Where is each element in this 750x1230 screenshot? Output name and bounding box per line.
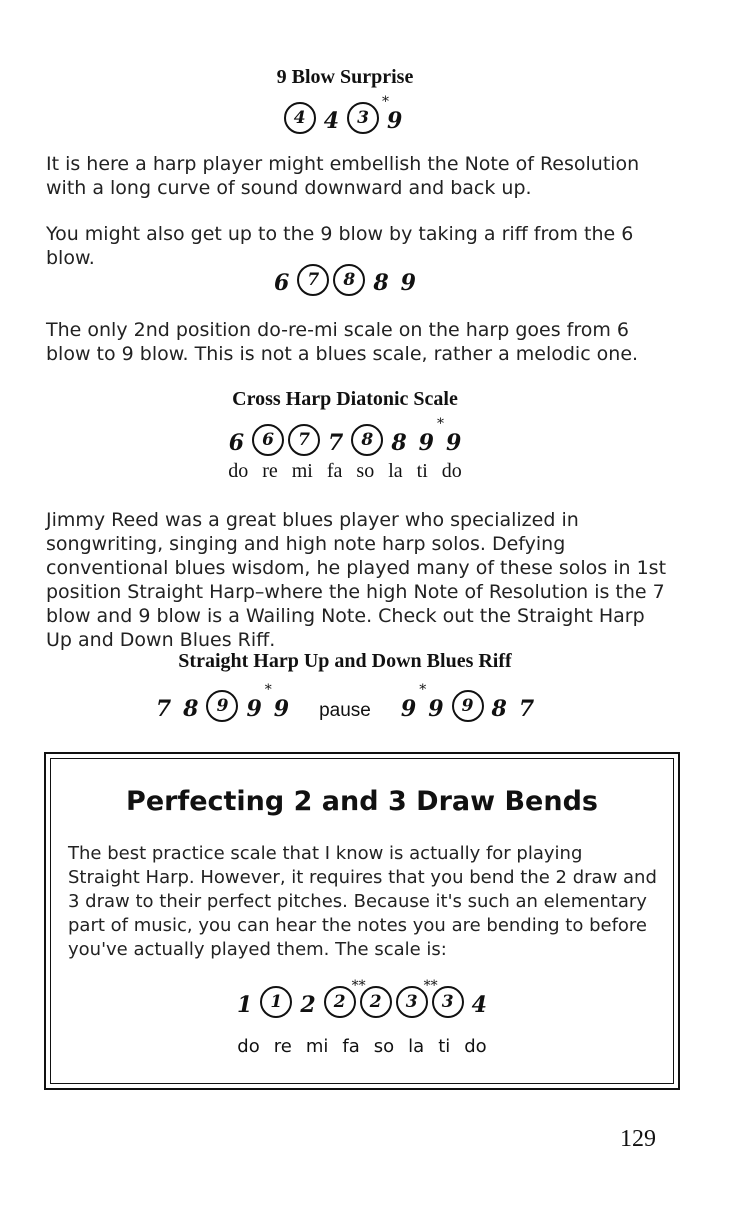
notes-straight-harp-riff [0, 682, 690, 722]
notes-cross-harp-scale [0, 416, 690, 456]
harp-note-blow: 4 [471, 992, 487, 1018]
perfecting-bends-box [44, 752, 680, 1090]
harp-note-draw: 8 [333, 264, 365, 296]
harp-note-blow: 9 [387, 108, 403, 134]
harp-note-draw: 2 [360, 986, 392, 1018]
harp-note-draw: 2 ** [324, 986, 356, 1018]
harp-note-blow: 8 [183, 696, 199, 722]
solfege-syllable: ti [416, 460, 428, 482]
box-scale-notes [46, 978, 678, 1018]
solfege-syllable: do [228, 460, 249, 482]
solfege-syllable: re [273, 1036, 292, 1057]
section-title-9-blow-surprise: 9 Blow Surprise [276, 66, 414, 88]
solfege-syllable: mi [305, 1036, 329, 1057]
solfege-syllable: fa [342, 1036, 360, 1057]
harp-note-draw: 4 [284, 102, 316, 134]
bend-mark: * [419, 682, 427, 698]
bend-mark: ** [423, 978, 438, 994]
box-paragraph: The best practice scale that I know is actually for playing Straight Harp. However, it requires that you bend the 2 draw and 3 draw to their perfect pitches. Because it's such an elementary part of music, you can hear the notes you are bending to before you've actually played them. The scale is: [68, 843, 657, 960]
bend-mark: * [264, 682, 272, 698]
bend-mark: ** [351, 978, 366, 994]
harp-note-draw: 6 [252, 424, 284, 456]
solfege-syllable: do [464, 1036, 487, 1057]
harp-note-blow: 9 [400, 270, 416, 296]
solfege-syllable: do [237, 1036, 260, 1057]
paragraph-2nd-position: The only 2nd position do-re-mi scale on the harp goes from 6 blow to 9 blow. This is not a blues scale, rather a melodic one. [46, 319, 639, 365]
harp-note-blow: 9 [273, 696, 290, 722]
solfege-syllable: so [373, 1036, 395, 1057]
harp-note-draw: 7 [297, 264, 329, 296]
harp-note-blow: 7 [328, 430, 344, 456]
box-solfege [46, 1036, 678, 1057]
solfege-syllable: la [408, 1036, 425, 1057]
solfege-syllable: re [262, 460, 278, 482]
harp-note-blow: 8 [391, 430, 407, 456]
harp-note-blow: 9 [428, 696, 444, 722]
notes-riff-left [150, 682, 295, 722]
bend-mark: * [436, 416, 444, 432]
harp-note-blow: 9 * [246, 682, 272, 722]
notes-6-blow-riff [0, 264, 690, 296]
solfege-syllable: la [388, 460, 403, 482]
pause-label: pause [319, 700, 371, 721]
section-title-straight-harp-riff: Straight Harp Up and Down Blues Riff [178, 650, 512, 672]
bend-mark: * [382, 94, 389, 110]
harp-note-blow: 1 [237, 992, 253, 1018]
solfege-syllable: do [441, 460, 462, 482]
paragraph-embellish: It is here a harp player might embellish the Note of Resolution with a long curve of sound downward and back up. [46, 153, 640, 199]
harp-note-draw: 3 [432, 986, 464, 1018]
solfege-cross-harp [0, 460, 690, 483]
harp-note-blow: 6 [228, 430, 245, 456]
harp-note-draw: 9 [206, 690, 238, 722]
solfege-syllable: mi [291, 460, 313, 482]
notes-9-blow-surprise [0, 94, 690, 134]
harp-note-blow: 7 [518, 696, 535, 722]
solfege-syllable: so [356, 460, 375, 482]
harp-note-draw: 9 [452, 690, 484, 722]
harp-note-blow: 4 [323, 108, 339, 134]
harp-note-blow: 2 [300, 992, 316, 1018]
page-number: 129 [620, 1126, 656, 1152]
section-title-cross-harp: Cross Harp Diatonic Scale [232, 388, 458, 410]
harp-note-draw: 3 ** [396, 986, 428, 1018]
harp-note-blow: 9 * [418, 416, 444, 456]
solfege-syllable: fa [326, 460, 343, 482]
harp-note-blow: 7 [155, 696, 172, 722]
solfege-syllable: ti [438, 1036, 451, 1057]
paragraph-6-blow-riff: You might also get up to the 9 blow by taking a riff from the 6 blow. [46, 223, 634, 269]
harp-note-draw: 1 [260, 986, 292, 1018]
harp-note-draw: 7 [288, 424, 320, 456]
harp-note-draw: 8 [351, 424, 383, 456]
harp-note-draw: 3 * [347, 102, 379, 134]
harp-note-blow: 6 [274, 270, 290, 296]
harp-note-blow: 8 [491, 696, 507, 722]
box-title: Perfecting 2 and 3 Draw Bends [126, 786, 598, 817]
harp-note-blow: 9 * [400, 682, 427, 722]
paragraph-jimmy-reed: Jimmy Reed was a great blues player who specialized in songwriting, singing and high note harp solos. Defying conventional blues wisdom, he played many of these solos in 1st position Straight Harp–where the high Note of Resolution is the 7 blow and 9 blow is a Wailing Note. Check out the Straight Harp Up and Down Blues Riff. [46, 509, 667, 651]
harp-note-blow: 8 [373, 270, 389, 296]
harp-note-blow: 9 [445, 430, 462, 456]
notes-riff-right [395, 682, 540, 722]
